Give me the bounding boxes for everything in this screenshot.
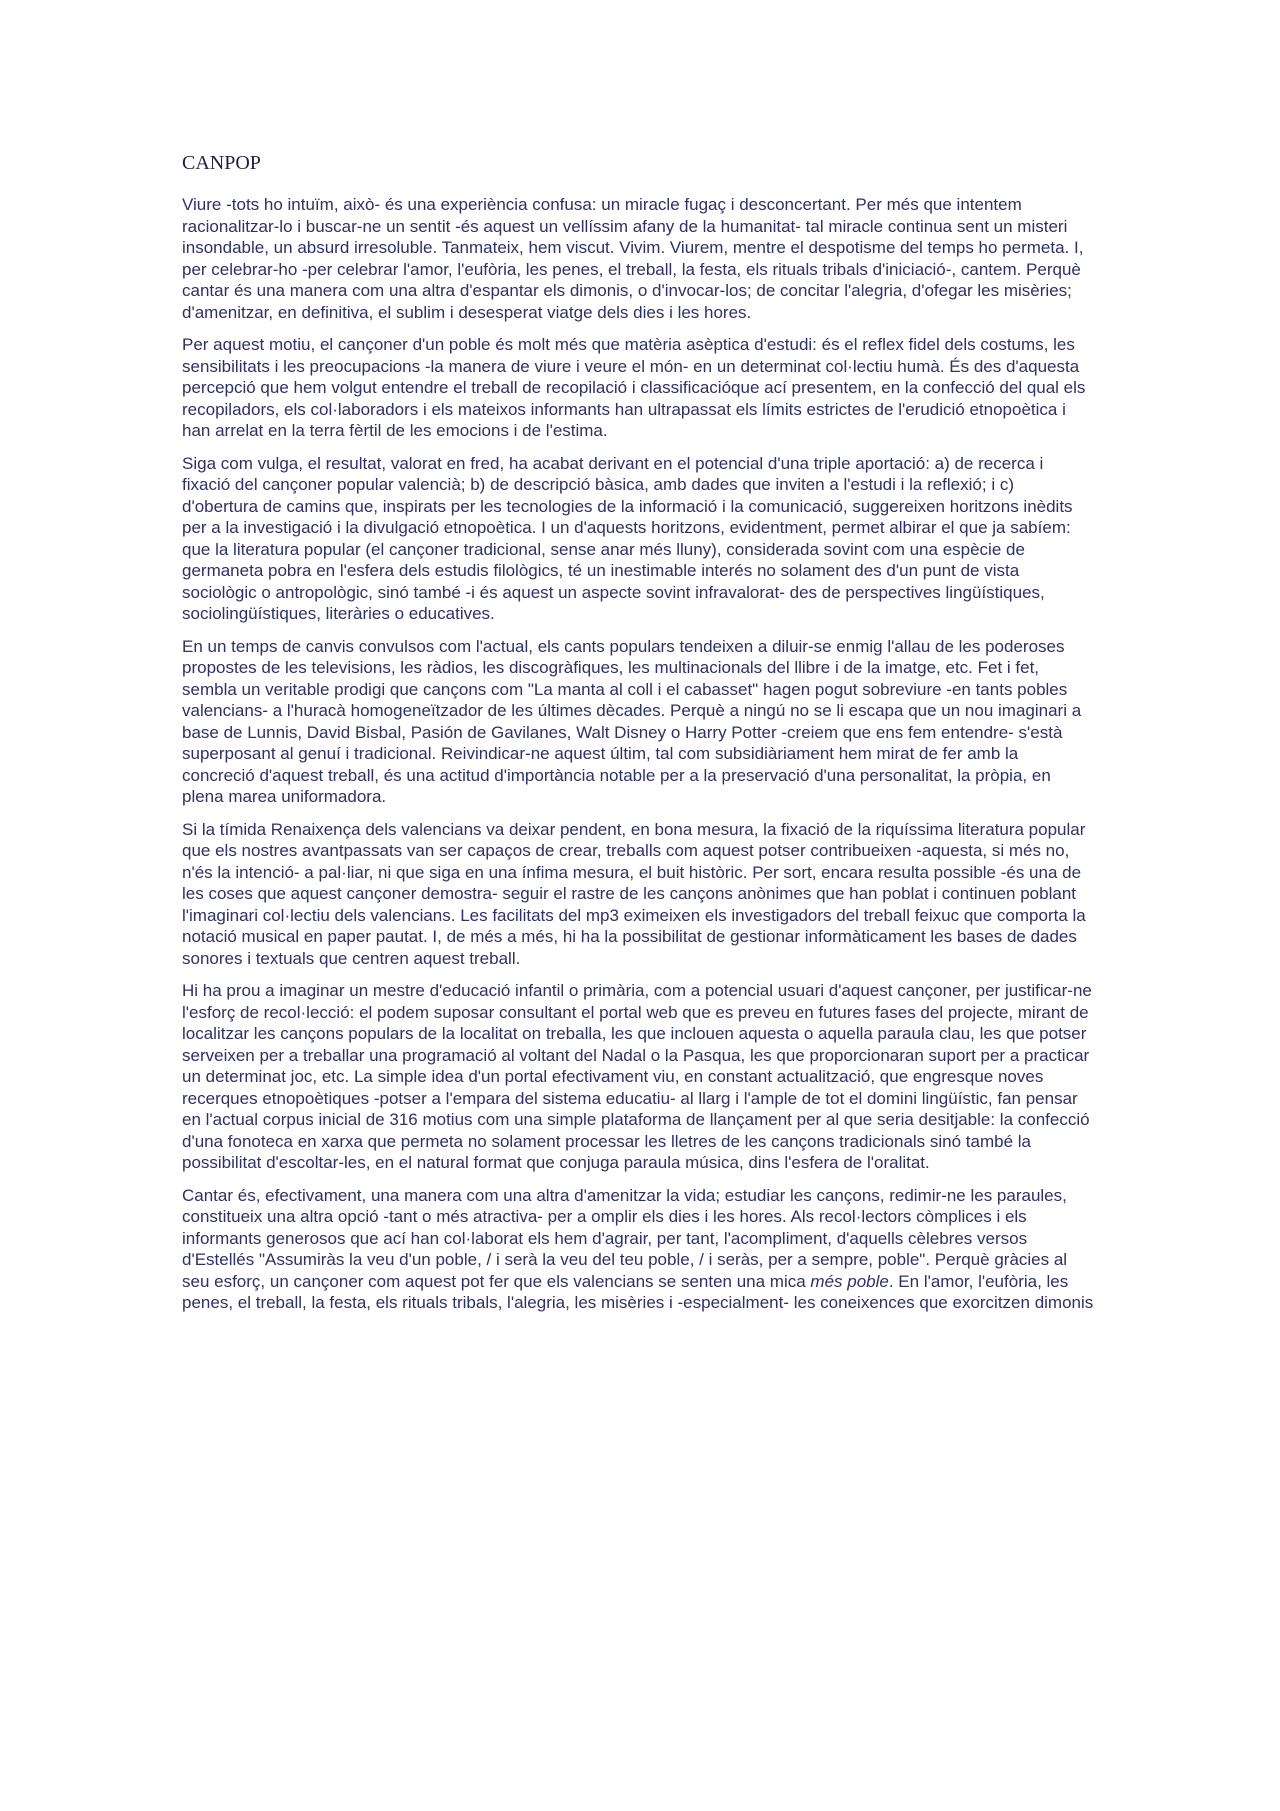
paragraph-7-italic: més poble xyxy=(810,1271,889,1291)
paragraph-2: Per aquest motiu, el cançoner d'un poble és molt més que matèria asèptica d'estudi: és el reflex fidel dels costums, les sensibilitats i les preocupacions -la manera de viure i veure el món- en un determinat col·lectiu humà. És des d'aquesta percepció que hem volgut entendre el treball de recopilació i classificacióque ací presentem, en la confecció del qual els recopiladors, els col·laboradors i els mateixos informants han ultrapassat els límits estrictes de l'erudició etnopoètica i han arrelat en la terra fèrtil de les emocions i de l'estima. xyxy=(182,335,1086,440)
paragraph-1: Viure -tots ho intuïm, això- és una experiència confusa: un miracle fugaç i desconcertant. Per més que intentem racionalitzar-lo i buscar-ne un sentit -és aquest un vellíssim afany de la humanitat- tal miracle continua sent un misteri insondable, un absurd irresoluble. Tanmateix, hem viscut. Vivim. Viurem, mentre el despotisme del temps ho permeta. I, per celebrar-ho -per celebrar l'amor, l'eufòria, les penes, el treball, la festa, els rituals tribals d'iniciació-, cantem. Perquè cantar és una manera com una altra d'espantar els dimonis, o d'invocar-los; de concitar l'alegria, d'ofegar les misèries; d'amenitzar, en definitiva, el sublim i desesperat viatge dels dies i les hores. xyxy=(182,195,1084,322)
paragraph-4: En un temps de canvis convulsos com l'actual, els cants populars tendeixen a diluir-se enmig l'allau de les poderoses propostes de les televisions, les ràdios, les discogràfiques, les multinacionals del llibre i de la imatge, etc. Fet i fet, sembla un veritable prodigi que cançons com "La manta al coll i el cabasset" hagen pogut sobreviure -en tants pobles valencians- a l'huracà homogeneïtzador de les últimes dècades. Perquè a ningú no se li escapa que un nou imaginari a base de Lunnis, David Bisbal, Pasión de Gavilanes, Walt Disney o Harry Potter -creiem que ens fem entendre- s'està superposant al genuí i tradicional. Reivindicar-ne aquest últim, tal com subsidiàriament hem mirat de fer amb la concreció d'aquest treball, és una actitud d'importància notable per a la preservació d'una personalitat, la pròpia, en plena marea uniformadora. xyxy=(182,636,1082,806)
document-title: CANPOP xyxy=(182,152,261,174)
paragraph-7 xyxy=(182,1185,1094,1314)
paragraph-5: Si la tímida Renaixença dels valencians va deixar pendent, en bona mesura, la fixació de la riquíssima literatura popular que els nostres avantpassats van ser capaços de crear, treballs com aquest potser contribueixen -aquesta, si més no, n'és la intenció- a pal·liar, ni que siga en una ínfima mesura, el buit històric. Per sort, encara resulta possible -és una de les coses que aquest cançoner demostra- seguir el rastre de les cançons anònimes que han poblat i continuen poblant l'imaginari col·lectiu dels valencians. Les facilitats del mp3 eximeixen els investigadors del treball feixuc que comporta la notació musical en paper pautat. I, de més a més, hi ha la possibilitat de gestionar informàticament les bases de dades sonores i textuals que centren aquest treball. xyxy=(182,819,1086,968)
document-page xyxy=(182,150,1094,1325)
paragraph-3: Siga com vulga, el resultat, valorat en fred, ha acabat derivant en el potencial d'una triple aportació: a) de recerca i fixació del cançoner popular valencià; b) de descripció bàsica, amb dades que inviten a l'estudi i la reflexió; i c) d'obertura de camins que, inspirats per les tecnologies de la informació i la comunicació, suggereixen horitzons inèdits per a la investigació i la divulgació etnopoètica. I un d'aquests horitzons, evidentment, permet albirar el que ja sabíem: que la literatura popular (el cançoner tradicional, sense anar més lluny), considerada sovint com una espècie de germaneta pobra en l'esfera dels estudis filològics, té un inestimable interés no solament des d'un punt de vista sociològic o antropològic, sinó també -i és aquest un aspecte sovint infravalorat- des de perspectives lingüístiques, sociolingüístiques, literàries o educatives. xyxy=(182,453,1073,623)
paragraph-6: Hi ha prou a imaginar un mestre d'educació infantil o primària, com a potencial usuari d'aquest cançoner, per justificar-ne l'esforç de recol·lecció: el podem suposar consultant el portal web que es preveu en futures fases del projecte, mirant de localitzar les cançons populars de la localitat on treballa, les que inclouen aquesta o aquella paraula clau, les que potser serveixen per a treballar una programació al voltant del Nadal o la Pasqua, les que proporcionaran suport per a practicar un determinat joc, etc. La simple idea d'un portal efectivament viu, en constant actualització, que engresque noves recerques etnopoètiques -potser a l'empara del sistema educatiu- al llarg i l'ample de tot el domini lingüístic, fan pensar en l'actual corpus inicial de 316 motius com una simple plataforma de llançament per al que seria desitjable: la confecció d'una fonoteca en xarxa que permeta no solament processar les lletres de les cançons tradicionals sinó també la possibilitat d'escoltar-les, en el natural format que conjuga paraula música, dins l'esfera de l'oralitat. xyxy=(182,981,1092,1172)
paragraph-7-text-start: Cantar és, efectivament, una manera com una altra d'amenitzar la vida; estudiar les cançons, redimir-ne les paraules, constitueix una altra opció -tant o més atractiva- per a omplir els dies i les hores. Als recol·lectors còmplices i els informants generosos que ací han col·laborat els hem d'agrair, per tant, l'acompliment, d'aquells cèlebres versos d'Estellés "Assumiràs la veu d'un poble, / i serà la veu del teu poble, / i seràs, per a sempre, poble". Perquè gràcies al seu esforç, un cançoner com aquest pot fer que els valencians se senten una mica xyxy=(182,1185,1068,1291)
paragraph-7-text-end: . En l'amor, l'eufòria, les penes, el treball, la festa, els rituals tribals, l'alegria, les misèries i -especialment- les coneixences que exorcitzen dimonis xyxy=(182,1271,1094,1312)
